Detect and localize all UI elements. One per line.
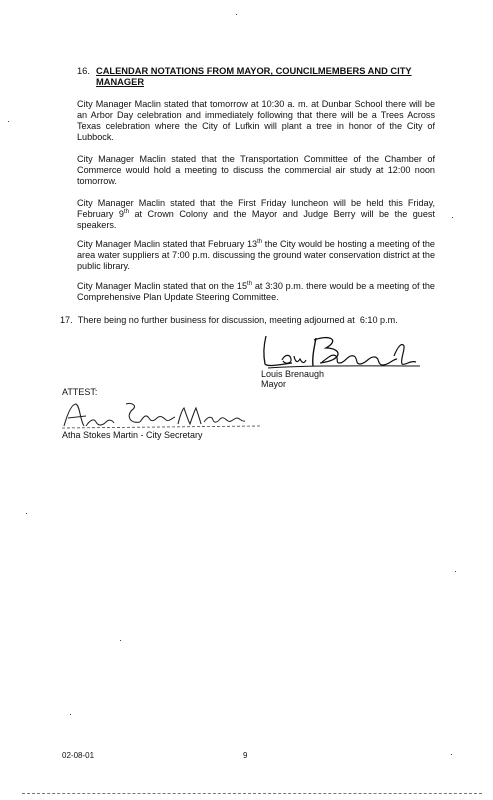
secretary-signature [60,398,265,432]
paragraph-water-suppliers [77,239,435,272]
scan-speck [452,217,453,218]
ordinal-suffix: th [247,280,253,287]
ordinal-suffix: th [257,238,263,245]
item-number: 17. [60,315,73,325]
paragraph-steering-committee [77,281,435,303]
paragraph-text: the City would be hosting a meeting of the area water suppliers at 7:00 p.m. discussing the ground water conservation district at the public library. [77,239,435,271]
paragraph-arbor-day: City Manager Maclin stated that tomorrow at 10:30 a. m. at Dunbar School there will be an Arbor Day celebration and immediately following that there will be a Trees Across Texas celebration where the City of Lufkin will plant a tree in honor of the City of Lubbock. [77,99,435,142]
section-heading: CALENDAR NOTATIONS FROM MAYOR, COUNCILMEMBERS AND CITY MANAGER [96,66,412,87]
paragraph-text: City Manager Maclin stated that on the 15 [77,281,248,291]
scan-speck [70,714,71,715]
scan-edge-line [22,793,482,795]
secretary-name: Atha Stokes Martin - City Secretary [62,430,203,440]
ordinal-suffix: th [123,208,129,215]
paragraph-text: City Manager Maclin stated that February 13 [77,239,258,249]
mayor-name: Louis Brenaugh [261,369,325,379]
adjournment-item [60,315,398,325]
scan-speck [8,121,9,122]
scan-speck [26,513,27,514]
paragraph-text: at Crown Colony and the Mayor and Judge Berry will be the guest speakers. [77,209,435,230]
section-number: 16. [77,66,90,76]
adjournment-text: There being no further business for discussion, meeting adjourned at [77,315,355,325]
paragraph-text: City Manager Maclin stated that the First Friday luncheon will be held this Friday, February 9 [77,198,435,219]
scan-speck [236,14,237,15]
scan-speck [451,754,452,755]
scan-speck [455,571,456,572]
footer-date: 02-08-01 [62,751,95,760]
mayor-signature [258,330,426,372]
attest-label: ATTEST: [62,387,98,397]
paragraph-transportation-committee: City Manager Maclin stated that the Transportation Committee of the Chamber of Commerce would hold a meeting to discuss the commercial air study at 12:00 noon tomorrow. [77,154,435,186]
paragraph-text: at 3:30 p.m. there would be a meeting of the Comprehensive Plan Update Steering Committee. [77,281,435,302]
scan-speck [120,640,121,641]
paragraph-first-friday [77,198,435,231]
mayor-title: Mayor [261,379,287,389]
page-number: 9 [243,751,248,760]
adjournment-time: 6:10 p.m. [359,315,398,325]
